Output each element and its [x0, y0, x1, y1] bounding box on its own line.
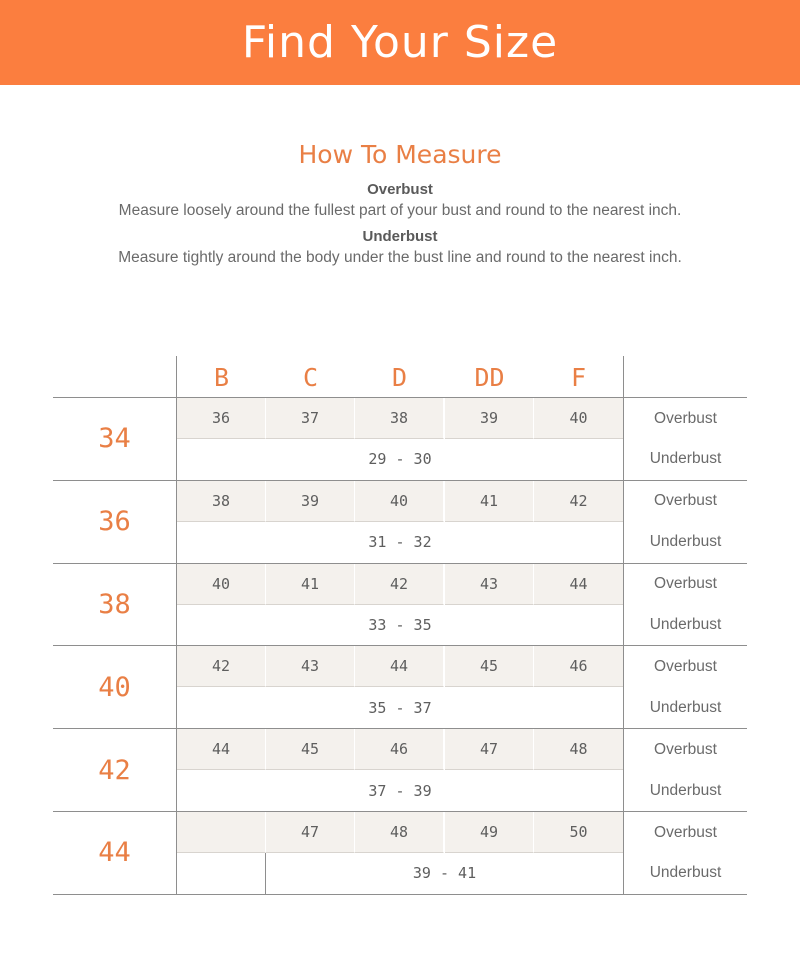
table-bottom-border: [53, 894, 747, 895]
overbust-value: 39: [266, 481, 355, 522]
overbust-value: 50: [534, 812, 623, 853]
overbust-value: 44: [177, 729, 266, 770]
overbust-value: 43: [266, 646, 355, 687]
row-divider-right: [623, 811, 624, 894]
band-size-36: 36: [98, 506, 131, 538]
underbust-row-label: Underbust: [649, 615, 722, 633]
band-size-44: 44: [98, 837, 131, 869]
measure-title: How To Measure: [298, 140, 502, 169]
row-divider-left: [176, 645, 177, 728]
overbust-value: 46: [534, 646, 623, 687]
page-title: Find Your Size: [241, 17, 559, 68]
row-divider-right: [623, 397, 624, 480]
band-size-40: 40: [98, 671, 131, 703]
overbust-value: 44: [355, 646, 444, 687]
overbust-value: 36: [177, 398, 266, 439]
row-divider-right: [623, 728, 624, 811]
band-size-42: 42: [98, 754, 131, 786]
row-divider-left: [176, 397, 177, 480]
overbust-value: 40: [534, 398, 623, 439]
underbust-range: 39 - 41: [412, 864, 477, 883]
overbust-value: 37: [266, 398, 355, 439]
overbust-row-label: Overbust: [654, 575, 717, 593]
cup-header-f: F: [570, 362, 587, 392]
overbust-row-label: Overbust: [654, 657, 717, 675]
band-size-34: 34: [98, 423, 131, 455]
overbust-value: 45: [266, 729, 355, 770]
row-divider-left: [176, 811, 177, 894]
overbust-value: 44: [534, 564, 623, 605]
band-size-38: 38: [98, 588, 131, 620]
underbust-range: 31 - 32: [368, 533, 432, 552]
overbust-value: 45: [445, 646, 534, 687]
cup-header-b: B: [213, 362, 230, 392]
underbust-row-label: Underbust: [649, 864, 722, 882]
underbust-range: 33 - 35: [368, 615, 432, 634]
overbust-row-label: Overbust: [654, 492, 717, 510]
overbust-value: 46: [355, 729, 444, 770]
overbust-heading: Overbust: [367, 181, 433, 198]
overbust-value: 41: [266, 564, 355, 605]
overbust-value: 39: [445, 398, 534, 439]
cup-header-d: D: [391, 362, 408, 392]
overbust-value: 42: [534, 481, 623, 522]
overbust-value: 48: [534, 729, 623, 770]
overbust-row-label: Overbust: [654, 823, 717, 841]
overbust-row-label: Overbust: [654, 409, 717, 427]
row-divider-left: [176, 480, 177, 563]
cup-header-dd: DD: [474, 362, 505, 392]
header-divider-right: [623, 356, 624, 397]
underbust-range: 35 - 37: [368, 698, 432, 717]
overbust-value: 40: [177, 564, 266, 605]
underbust-row-label: Underbust: [649, 698, 722, 716]
overbust-value: 49: [445, 812, 534, 853]
overbust-value: 42: [355, 564, 444, 605]
underbust-row-label: Underbust: [649, 781, 722, 799]
row-divider-left: [176, 563, 177, 646]
overbust-value: 38: [177, 481, 266, 522]
underbust-row-label: Underbust: [649, 533, 722, 551]
underbust-row-label: Underbust: [649, 450, 722, 468]
row-divider-right: [623, 563, 624, 646]
header-divider-left: [176, 356, 177, 397]
overbust-value: 47: [266, 812, 355, 853]
overbust-value: 40: [355, 481, 444, 522]
underbust-heading: Underbust: [362, 228, 438, 245]
overbust-value: 42: [177, 646, 266, 687]
overbust-value: [177, 812, 266, 853]
underbust-description: Measure tightly around the body under the bust line and round to the nearest inch.: [118, 249, 682, 266]
underbust-range: 37 - 39: [368, 781, 432, 800]
overbust-value: 41: [445, 481, 534, 522]
overbust-value: 48: [355, 812, 444, 853]
overbust-value: 43: [445, 564, 534, 605]
underbust-range: 29 - 30: [368, 450, 432, 469]
row-divider-right: [623, 480, 624, 563]
cup-header-c: C: [302, 362, 319, 392]
overbust-value: 47: [445, 729, 534, 770]
row-divider-right: [623, 645, 624, 728]
overbust-value: 38: [355, 398, 444, 439]
row-divider-left: [176, 728, 177, 811]
overbust-description: Measure loosely around the fullest part of your bust and round to the nearest inch.: [118, 202, 682, 219]
overbust-row-label: Overbust: [654, 740, 717, 758]
